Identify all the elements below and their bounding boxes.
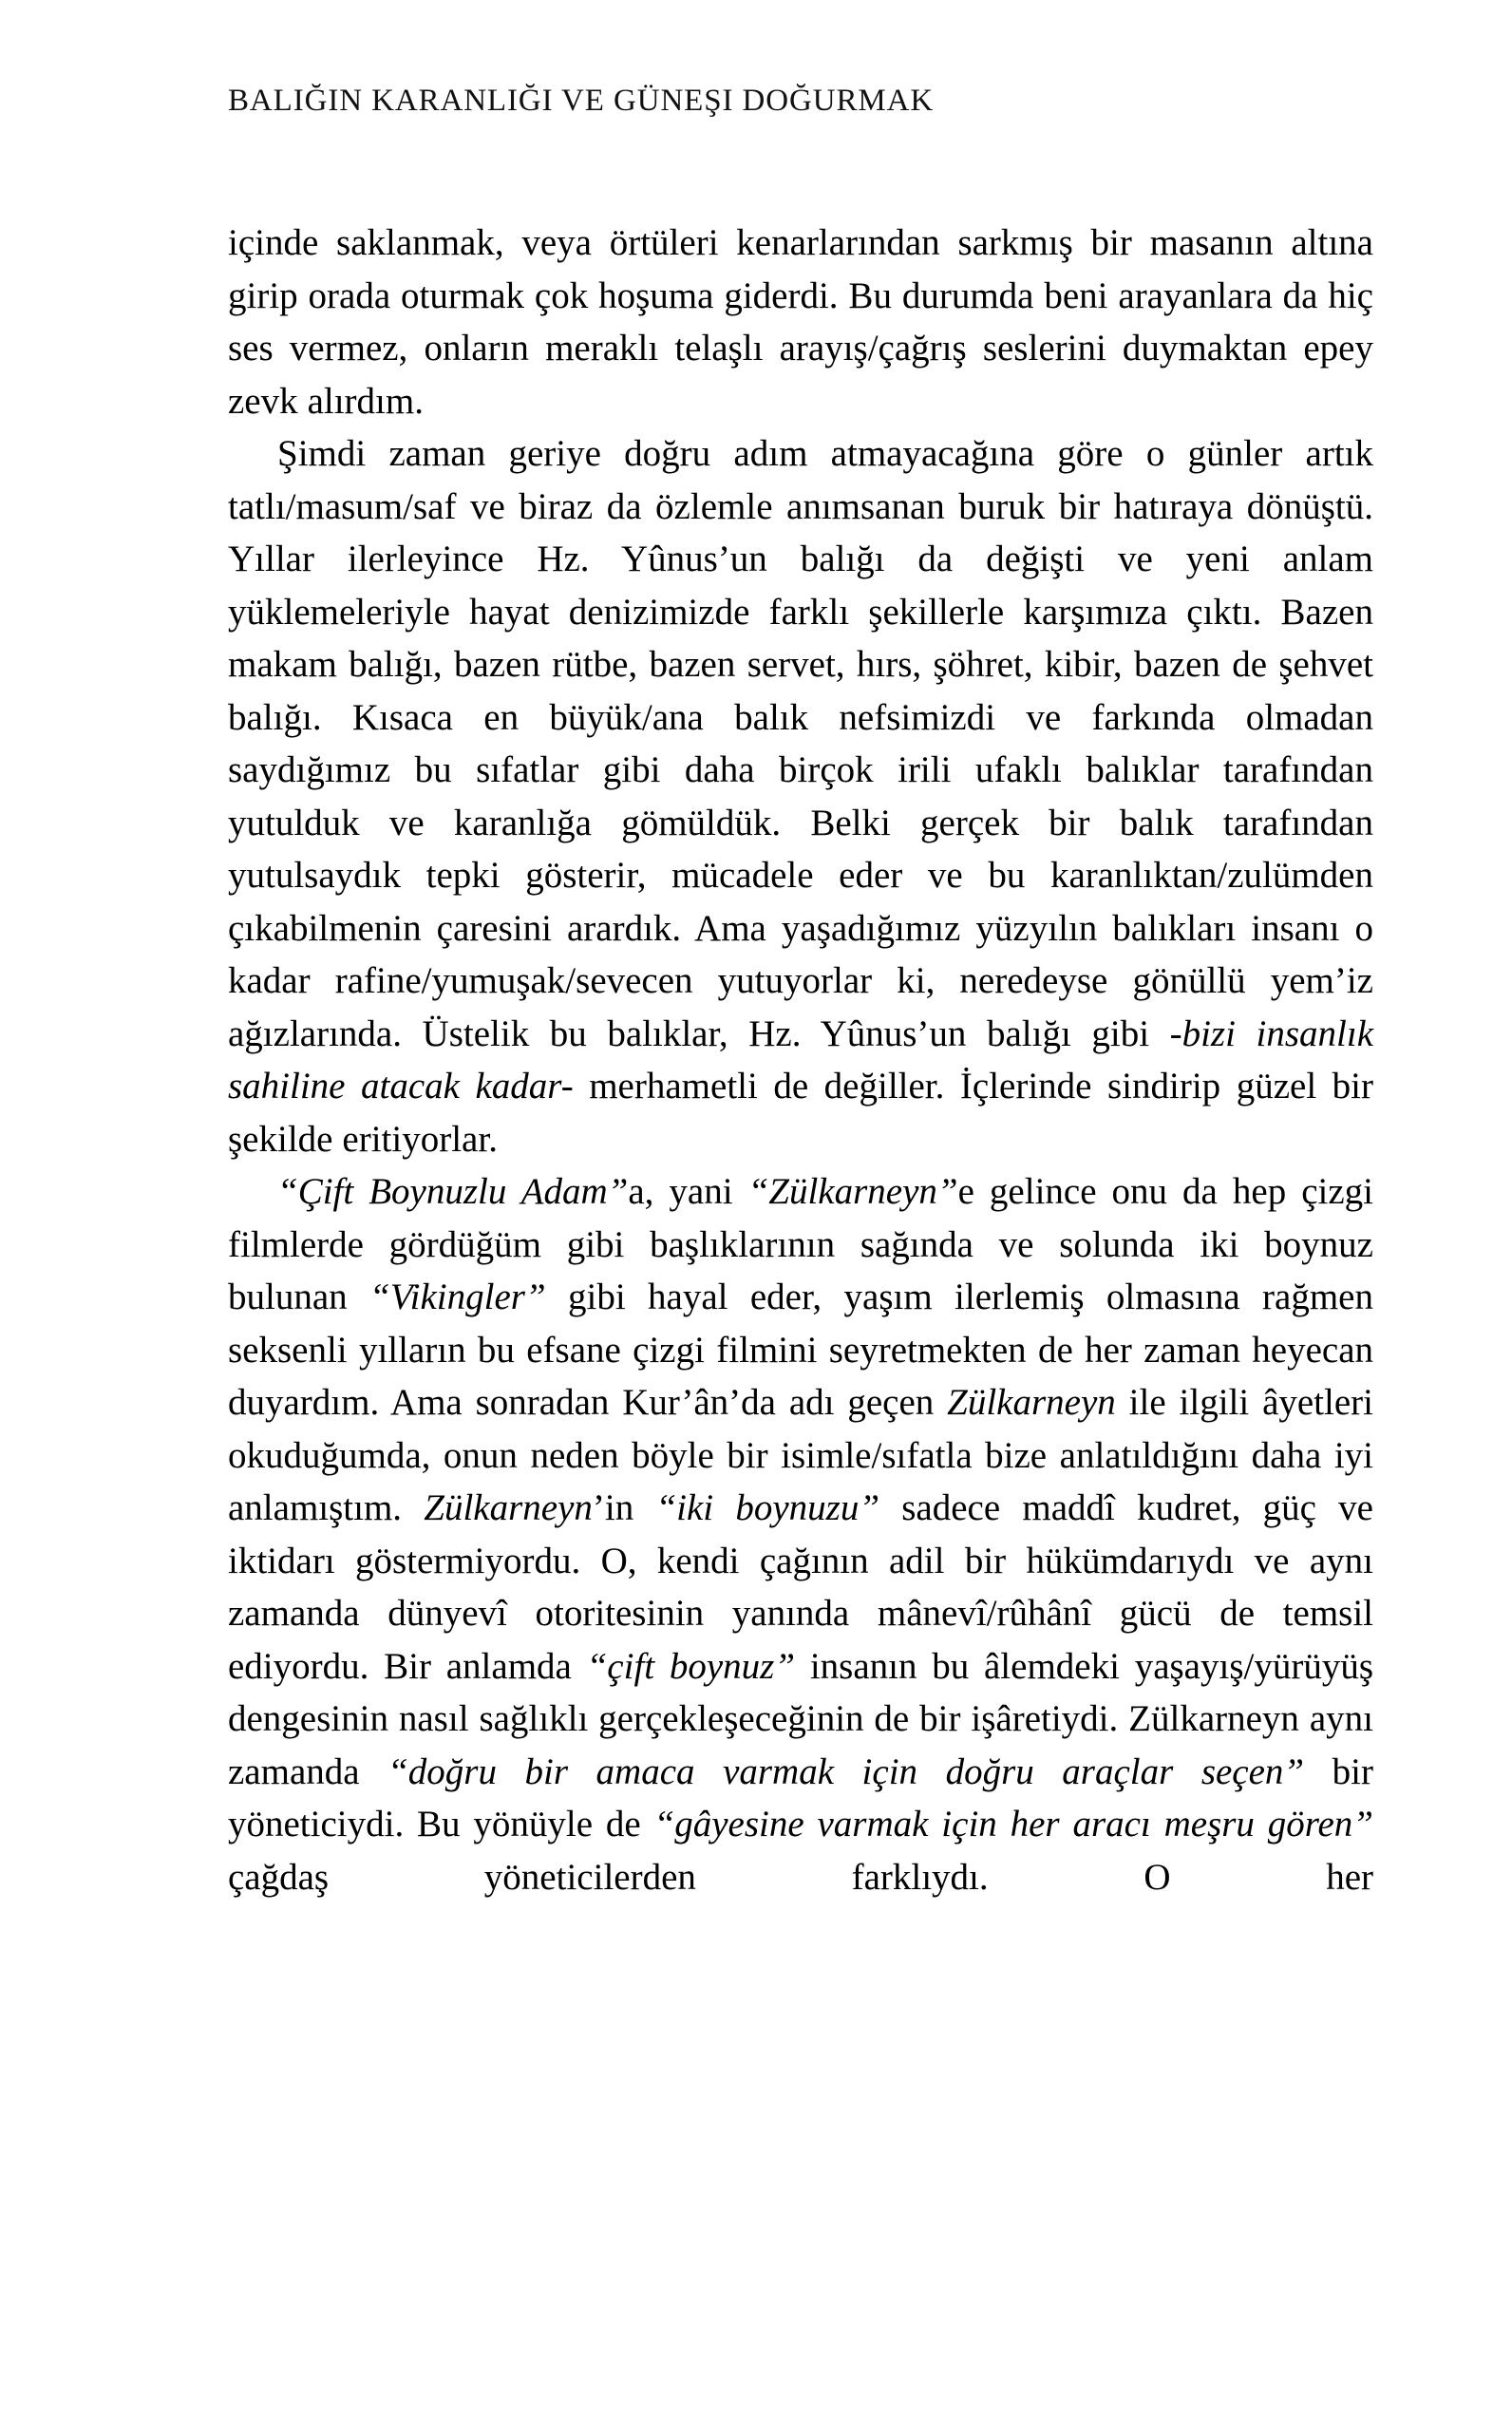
emphasised-text: “gâyesine varmak için her aracı meşru gören” [653,1804,1373,1845]
emphasised-text: “iki boynuzu” [655,1487,880,1528]
body-text-block [228,217,1373,1903]
emphasised-text: “doğru bir amaca varmak için doğru araçlar seçen” [387,1750,1305,1792]
emphasised-text: Zülkarneyn [947,1382,1116,1423]
emphasised-text: “çift boynuz” [586,1645,796,1687]
paragraph: içinde saklanmak, veya örtüleri kenarlarından sarkmış bir masanın altına girip orada oturmak çok hoşuma giderdi. Bu durumda beni arayanlara da hiç ses vermez, onların meraklı telaşlı arayış/çağrış seslerini duymaktan epey zevk alırdım. [228,222,1373,422]
emphasised-text: Zülkarneyn [424,1487,593,1528]
paragraph: Şimdi zaman geriye doğru adım atmayacağına göre o günler artık tatlı/masum/saf ve biraz da özlemle anımsanan buruk bir hatıraya dönüştü. Yıllar ilerleyince Hz. Yûnus’un balığı da değişti ve yeni anlam yüklemeleriyle hayat denizimizde farklı şekillerle karşımıza çıktı. Bazen makam balığı, bazen rütbe, bazen servet, hırs, şöhret, kibir, bazen de şehvet balığı. Kısaca en büyük/ana balık nefsimizdi ve farkında olmadan saydığımız bu sıfatlar gibi daha birçok irili ufaklı balıklar tarafından yutulduk ve karanlığa gömüldük. Belki gerçek bir balık tarafından yutulsaydık tepki gösterir, mücadele eder ve bu karanlıktan/zulümden çıkabilmenin çaresini arardık. Ama yaşadığımız yüzyılın balıkları insanı o kadar rafine/yumuşak/sevecen yutuyorlar ki, neredeyse gönüllü yem’iz ağızlarında. Üstelik bu balıklar, Hz. Yûnus’un balığı gibi -bizi insanlık sahiline atacak kadar- merhametli de değiller. İçlerinde sindirip güzel bir şekilde eritiyorlar. [228,433,1374,1160]
emphasised-text: “Vikingler” [369,1277,546,1317]
paragraph: “Çift Boynuzlu Adam”a, yani “Zülkarneyn”e gelince onu da hep çizgi filmlerde gördüğüm gibi başlıklarının sağında ve solunda iki boynuz bulunan “Vikingler” gibi hayal eder, yaşım ilerlemiş olmasına rağmen seksenli yılların bu efsane çizgi filmini seyretmekten de her zaman heyecan duyardım. Ama sonradan Kur’ân’da adı geçen Zülkarneyn ile ilgili âyetleri okuduğumda, onun neden böyle bir isimle/sıfatla bize anlatıldığını daha iyi anlamıştım. Zülkarneyn’in “iki boynuzu” sadece maddî kudret, güç ve iktidarı göstermiyordu. O, kendi çağının adil bir hükümdarıydı ve aynı zamanda dünyevî otoritesinin yanında mânevî/rûhânî gücü de temsil ediyordu. Bir anlamda “çift boynuz” insanın bu âlemdeki yaşayış/yürüyüş dengesinin nasıl sağlıklı gerçekleşeceğinin de bir işâretiydi. Zülkarneyn aynı zamanda “doğru bir amaca varmak için doğru araçlar seçen” bir yöneticiydi. Bu yönüyle de “gâyesine varmak için her aracı meşru gören” çağdaş yöneticilerden farklıydı. O her [228,1171,1374,1898]
emphasised-text: “Zülkarneyn” [747,1171,958,1212]
emphasised-text: -bizi insanlık sahiline atacak kadar- [228,1012,1374,1107]
emphasised-text: “Çift Boynuzlu Adam” [277,1171,629,1212]
running-head: BALIĞIN KARANLIĞI VE GÜNEŞI DOĞURMAK [228,84,935,118]
